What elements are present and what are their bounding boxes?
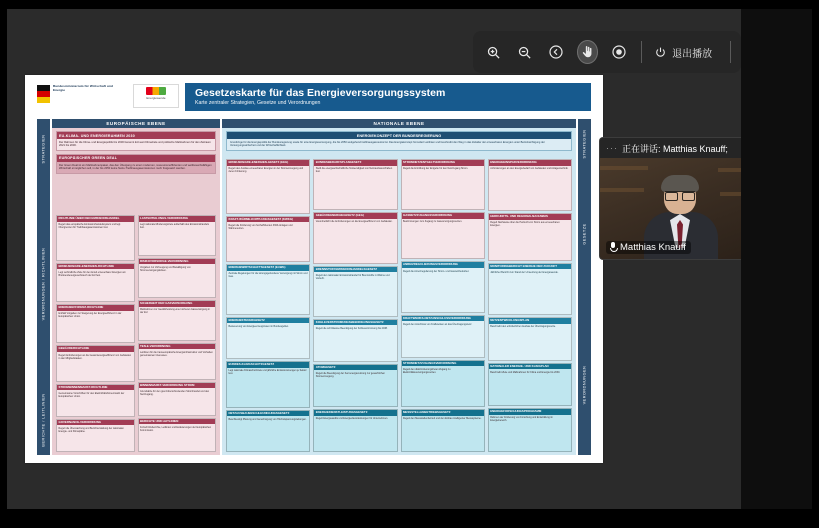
national-card-22-body: Beschreibt Ziele und Maßnahmen für Klima und Energie bis 2030. xyxy=(490,370,561,374)
national-card-1[interactable] xyxy=(226,216,310,263)
national-card-4-body: Legt nationale Klimaschutzziele und jährliche Emissionsmengen je Sektor fest. xyxy=(228,369,307,376)
eu-card-0[interactable] xyxy=(56,215,135,261)
previous-button[interactable] xyxy=(546,40,567,64)
national-card-18-body: Anforderungen an den Energiebedarf von Gebäuden und Anlagentechnik. xyxy=(490,167,569,171)
national-card-1-header: KRAFT-WÄRME-KOPPLUNGSGESETZ (KWKG) xyxy=(227,217,309,223)
eu-block-0-title: EU-KLIMA- UND ENERGIERAHMEN 2030 xyxy=(57,132,215,139)
national-card-13-body: Bestimmungen zum Zugang zu Gasversorgungsnetzen. xyxy=(403,220,463,224)
national-card-column-3 xyxy=(401,159,485,452)
national-card-7[interactable] xyxy=(313,212,397,263)
toolbar-divider xyxy=(641,41,642,63)
background-shelf-2 xyxy=(600,188,644,192)
national-card-17-header: MESSSTELLENBETRIEBSGESETZ xyxy=(402,410,484,416)
eu-card-10-body: Grundsätze für den grenzüberschreitenden Stromhandel und den Netzzugang. xyxy=(140,389,210,396)
national-card-8-body: Regelt den nationalen Emissionshandel für Brennstoffe in Wärme und Verkehr. xyxy=(315,273,390,280)
national-card-21-body: Beschreibt den erforderlichen Ausbau der Übertragungsnetze. xyxy=(490,325,556,329)
eu-card-2-header: ENERGIEEFFIZIENZ-RICHTLINIE xyxy=(57,305,134,311)
national-card-21[interactable] xyxy=(488,317,572,361)
exit-presentation-button[interactable] xyxy=(654,45,712,60)
column-european-level xyxy=(52,119,220,455)
rail-label-berichte: BERICHTE / LEITLINIEN xyxy=(41,393,46,447)
hand-pointer-icon xyxy=(580,45,594,59)
national-top-block-body: Grundzüge für die Energiepolitik der Bundesregierung sowie für eine Energieversorgung, die bis 2050 weitgehend treibhausgasneutral ist. Das Energiekonzept formuliert Leitlinien und beschreibt den Weg in das Zeitalter der erneuerbaren Energien unter Berücksichtigung der Versorgungssicherheit und der Wirtschaftlichkeit. xyxy=(230,141,545,148)
national-card-6-header: BUNDESBEDARFSPLANGESETZ xyxy=(314,160,396,166)
national-top-block-title: ENERGIEKONZEPT DER BUNDESREGIERUNG xyxy=(227,132,571,139)
national-card-9-body: Regelt die schrittweise Beendigung der Kohleverstromung bis 2038. xyxy=(315,326,388,330)
national-card-16[interactable] xyxy=(401,360,485,407)
eu-card-3-body: Regelt Anforderungen an die Gesamtenergieeffizienz von Gebäuden in den Mitgliedstaaten. xyxy=(58,353,132,360)
bottom-bar xyxy=(0,509,819,528)
eu-card-6-header: LASTENTEILUNGS-VERORDNUNG xyxy=(139,216,216,222)
poster-document[interactable] xyxy=(25,75,603,463)
poster-subtitle: Karte zentraler Strategien, Gesetze und Verordnungen xyxy=(195,100,321,106)
magnifier-plus-icon xyxy=(486,45,501,60)
national-card-15-header: KRAFTWERKS-NETZANSCHLUSSVERORDNUNG xyxy=(402,316,484,322)
toolbar-divider-end xyxy=(730,41,731,63)
eu-card-6-body: Legt nationale Minderungsziele außerhalb des Emissionshandels fest. xyxy=(140,223,209,230)
partner-logo-mark xyxy=(146,87,166,95)
national-card-5[interactable] xyxy=(226,410,310,452)
national-card-7-header: GEBÄUDEENERGIEGESETZ (GEG) xyxy=(314,213,396,219)
national-card-5-header: NETZAUSBAUBESCHLEUNIGUNGSGESETZ xyxy=(227,411,309,417)
eu-card-1-header: ERNEUERBARE-ENERGIEN-RICHTLINIE xyxy=(57,264,134,270)
eu-card-7-header: RISIKOVORSORGE-VERORDNUNG xyxy=(139,259,216,265)
national-card-11[interactable] xyxy=(313,409,397,452)
national-card-12-header: STROMNETZENTGELTVERORDNUNG xyxy=(402,160,484,166)
national-card-column-2 xyxy=(313,159,397,452)
eu-block-1-body: Der Green Deal ist ein Maßnahmenpaket, das den Übergang zu einer modernen, ressourceneffizienten und wettbewerbsfähigen Wirtschaft ermöglichen soll, in der bis 2050 keine Netto-Treibhausgasemissionen mehr freigesetzt werden. xyxy=(59,163,212,171)
poster-body xyxy=(37,119,591,455)
national-card-20-header: MONITORINGBERICHT ENERGIE DER ZUKUNFT xyxy=(489,264,571,270)
active-speaker-label: 正在讲话: Matthias Knauff; xyxy=(622,143,728,154)
partner-logo xyxy=(133,84,179,108)
speaker-name-badge xyxy=(606,241,691,254)
rail-label-right-verordnungen: VERORDNUNGEN xyxy=(582,365,587,405)
eu-card-7[interactable] xyxy=(138,258,217,299)
background-shelf-1 xyxy=(600,166,648,170)
eu-card-8[interactable] xyxy=(138,300,217,341)
background-shelf-3 xyxy=(718,168,741,172)
national-card-19-header: HERKUNFTS- UND REGIONALNACHWEIS xyxy=(489,214,571,220)
national-card-16-header: STROMNETZZUGANGSVERORDNUNG xyxy=(402,361,484,367)
eu-block-1[interactable] xyxy=(56,154,216,174)
national-card-column-1 xyxy=(226,159,310,452)
eu-card-5-header: GOVERNANCE-VERORDNUNG xyxy=(57,420,134,426)
national-card-4[interactable] xyxy=(226,361,310,408)
national-card-8-header: BRENNSTOFFEMISSIONSHANDELSGESETZ xyxy=(314,267,396,273)
national-card-3-body: Besteuerung von Energieerzeugnissen im Bundesgebiet. xyxy=(228,324,289,328)
national-card-14[interactable] xyxy=(401,261,485,312)
eu-block-1-title: EUROPÄISCHER GREEN DEAL xyxy=(57,155,215,162)
national-card-0[interactable] xyxy=(226,159,310,214)
national-card-10-body: Regelt die Beendigung der Kernenergienutzung zur gewerblichen Stromerzeugung. xyxy=(315,371,385,378)
national-card-23-body: Rahmen der Förderung von Forschung und Entwicklung im Energiebereich. xyxy=(490,416,553,423)
active-speaker-panel[interactable] xyxy=(600,138,741,259)
speaker-hair xyxy=(661,175,699,192)
eu-card-7-body: Vorgaben zur Vorbeugung und Bewältigung von Stromversorgungskrisen. xyxy=(140,265,191,272)
eu-card-2[interactable] xyxy=(56,304,135,343)
stop-record-button[interactable] xyxy=(608,40,629,64)
partner-logo-text: Energiewende xyxy=(146,96,166,100)
eu-card-column-1 xyxy=(56,215,135,452)
eu-card-10[interactable] xyxy=(138,382,217,416)
more-options-icon[interactable]: ··· xyxy=(606,143,618,153)
national-card-14-body: Regelt die Anreizregulierung der Strom- und Gasnetzbetreiber. xyxy=(403,269,470,273)
right-side-panel xyxy=(741,9,812,509)
eu-card-3-header: GEBÄUDERICHTLINIE xyxy=(57,346,134,352)
national-card-16-body: Regelt den diskriminierungsfreien Zugang zu Elektrizitätsversorgungsnetzen. xyxy=(403,367,451,374)
national-card-11-body: Regelt Energieaudits und Energiedienstleistungen für Unternehmen. xyxy=(315,417,389,421)
eu-card-grid xyxy=(56,215,216,452)
national-card-21-header: NETZENTWICKLUNGSPLAN xyxy=(489,318,571,324)
national-card-23-header: ENERGIEFORSCHUNGSPROGRAMM xyxy=(489,409,571,415)
national-card-6-body: Stellt die energiewirtschaftliche Notwendigkeit von Netzausbauvorhaben fest. xyxy=(315,167,393,174)
eu-card-3[interactable] xyxy=(56,345,135,381)
national-card-column-4 xyxy=(488,159,572,452)
eu-card-11-header: BERICHTE UND LEITLINIEN xyxy=(139,419,216,425)
exit-presentation-label: 退出播放 xyxy=(672,48,713,60)
eu-card-11-body: Fortschrittsberichte, Leitlinien und Evaluierungen der Europäischen Kommission. xyxy=(140,425,212,432)
national-card-7-body: Vereinheitlicht die Anforderungen an die Energieeffizienz von Gebäuden. xyxy=(315,220,393,224)
national-card-10-header: ATOMGESETZ xyxy=(314,365,396,371)
national-card-20[interactable] xyxy=(488,263,572,315)
national-card-15[interactable] xyxy=(401,315,485,358)
eu-card-1-body: Legt verbindliche Ziele für den Anteil erneuerbarer Energien am Bruttoendenergieverbrauch der EU fest. xyxy=(58,270,126,277)
german-flag-icon xyxy=(37,85,50,103)
national-card-17[interactable] xyxy=(401,409,485,452)
eu-card-11[interactable] xyxy=(138,418,217,452)
national-card-2[interactable] xyxy=(226,264,310,315)
national-card-19-body: Regelt Nachweise über die Herkunft von Strom aus erneuerbaren Energien. xyxy=(490,221,560,228)
national-card-2-body: Zentrale Regelungen für die leitungsgebundene Versorgung mit Strom und Gas. xyxy=(228,272,308,279)
pointer-tool-button[interactable] xyxy=(577,40,598,64)
right-rail xyxy=(578,119,591,455)
national-card-18[interactable] xyxy=(488,159,572,211)
eu-card-8-body: Maßnahmen zur Gewährleistung einer sicheren Gasversorgung in der EU. xyxy=(140,308,210,315)
speaker-name-label: Matthias Knauff xyxy=(620,242,686,253)
microphone-icon xyxy=(609,242,617,253)
eu-card-6[interactable] xyxy=(138,215,217,256)
magnifier-minus-icon xyxy=(517,45,532,60)
national-card-22-header: NATIONALER ENERGIE- UND KLIMAPLAN xyxy=(489,364,571,370)
national-card-11-header: ENERGIEDIENSTLEISTUNGSGESETZ xyxy=(314,410,396,416)
chevron-left-circle-icon xyxy=(548,44,564,60)
national-card-5-body: Beschleunigt Planung und Genehmigung von Höchstspannungsleitungen. xyxy=(228,417,307,421)
national-card-2-header: ENERGIEWIRTSCHAFTSGESETZ (EnWG) xyxy=(227,265,309,271)
eu-card-9-body: Leitlinien für die transeuropäische Energieinfrastruktur und Vorhaben gemeinsamen Interesses. xyxy=(140,350,213,357)
national-card-0-body: Regelt den Ausbau erneuerbarer Energien in der Stromerzeugung und deren Förderung. xyxy=(228,167,304,174)
eu-block-0[interactable] xyxy=(56,131,216,151)
eu-card-4[interactable] xyxy=(56,384,135,417)
national-card-6[interactable] xyxy=(313,159,397,210)
rail-label-verordnungen: VERORDNUNGEN / RICHTLINIEN xyxy=(41,247,46,321)
left-rail xyxy=(37,119,50,455)
national-card-17-body: Regelt den Messstellenbetrieb und den Einbau intelligenter Messsysteme. xyxy=(403,417,482,421)
band-national-level: NATIONALE EBENE xyxy=(222,119,576,128)
rail-label-strategien: STRATEGIEN xyxy=(41,134,46,164)
national-card-grid xyxy=(226,159,572,452)
eu-card-4-body: Gemeinsame Vorschriften für den Elektrizitätsbinnenmarkt der Europäischen Union. xyxy=(58,391,125,398)
column-national-level xyxy=(222,119,576,455)
national-card-19[interactable] xyxy=(488,213,572,261)
eu-card-2-body: Enthält Vorgaben zur Steigerung der Energieeffizienz in der Europäischen Union. xyxy=(58,312,122,319)
eu-card-5[interactable] xyxy=(56,419,135,452)
eu-card-9[interactable] xyxy=(138,343,217,380)
national-card-14-header: ANREIZREGULIERUNGSVERORDNUNG xyxy=(402,262,484,268)
eu-card-10-header: BINNENMARKT-VERORDNUNG STROM xyxy=(139,383,216,389)
eu-card-5-body: Regelt die Überwachung und Berichterstattung der nationalen Energie- und Klimapläne. xyxy=(58,426,124,433)
national-card-9[interactable] xyxy=(313,319,397,362)
screen-share-stage xyxy=(7,9,741,509)
national-card-9-header: KOHLEVERSTROMUNGSBEENDIGUNGSGESETZ xyxy=(314,320,396,326)
national-card-12-body: Regelt die Ermittlung der Entgelte für den Netzzugang Strom. xyxy=(403,167,468,171)
national-card-10[interactable] xyxy=(313,364,397,407)
eu-card-9-header: TEN-E-VERORDNUNG xyxy=(139,344,216,350)
background-shelf-4 xyxy=(720,192,741,196)
national-card-20-body: Jährlicher Bericht zum Stand der Umsetzung der Energiewende. xyxy=(490,270,559,274)
national-card-4-header: BUNDES-KLIMASCHUTZGESETZ xyxy=(227,362,309,368)
national-card-13[interactable] xyxy=(401,212,485,259)
ministry-logo-text: Bundesministerium für Wirtschaft und Energie xyxy=(53,84,113,93)
eu-card-4-header: STROMBINNENMARKT-RICHTLINIE xyxy=(57,385,134,391)
national-card-23[interactable] xyxy=(488,408,572,452)
active-speaker-header xyxy=(600,138,741,158)
rail-label-right-strategien: STRATEGIEN xyxy=(582,129,587,159)
eu-card-8-header: SICHERHEIT DER GASVERSORGUNG xyxy=(139,301,216,307)
national-card-12[interactable] xyxy=(401,159,485,210)
national-card-15-body: Regelt den Anschluss von Kraftwerken an das Übertragungsnetz. xyxy=(403,322,473,326)
national-card-3[interactable] xyxy=(226,317,310,359)
band-european-level: EUROPÄISCHE EBENE xyxy=(52,119,220,128)
eu-block-0-body: Der Rahmen für die Klima- und Energiepolitik bis 2030 benennt EU-weit Klimaziele und politische Maßnahmen für den Zeitraum 2021 bis 2030. xyxy=(59,141,211,148)
national-card-22[interactable] xyxy=(488,363,572,407)
eu-card-column-2 xyxy=(138,215,217,452)
power-icon xyxy=(654,46,667,59)
poster-header xyxy=(37,83,591,113)
national-top-block[interactable] xyxy=(226,131,572,151)
shared-content-canvas[interactable] xyxy=(7,9,741,509)
eu-card-0-body: Regelt das europäische Emissionshandelssystem und legt Obergrenzen für Treibhausgasemissionen fest. xyxy=(58,223,121,230)
national-card-3-header: ENERGIESTEUERGESETZ xyxy=(227,318,309,324)
national-card-1-body: Regelt die Förderung von hocheffizienten KWK-Anlagen und Wärmenetzen. xyxy=(228,223,293,230)
national-card-0-header: ERNEUERBARE-ENERGIEN-GESETZ (EEG) xyxy=(227,160,309,166)
national-card-8[interactable] xyxy=(313,266,397,317)
ministry-logo xyxy=(37,83,119,109)
zoom-in-button[interactable] xyxy=(483,40,504,64)
eu-card-1[interactable] xyxy=(56,263,135,302)
national-card-13-header: GASNETZZUGANGSVERORDNUNG xyxy=(402,213,484,219)
eu-card-0-header: RICHTLINIE ÜBER DEN EMISSIONSHANDEL xyxy=(57,216,134,222)
speaker-glasses xyxy=(665,191,695,199)
presentation-toolbar xyxy=(473,31,741,73)
national-card-18-header: ENERGIEEINSPARVERORDNUNG xyxy=(489,160,571,166)
speaker-video[interactable] xyxy=(600,158,741,259)
poster-title: Gesetzeskarte für das Energieversorgungssystem xyxy=(195,87,446,99)
rail-label-right-gesetze: GESETZE xyxy=(582,223,587,245)
zoom-out-button[interactable] xyxy=(514,40,535,64)
record-stop-icon xyxy=(611,44,627,60)
poster-title-bar xyxy=(185,83,591,111)
